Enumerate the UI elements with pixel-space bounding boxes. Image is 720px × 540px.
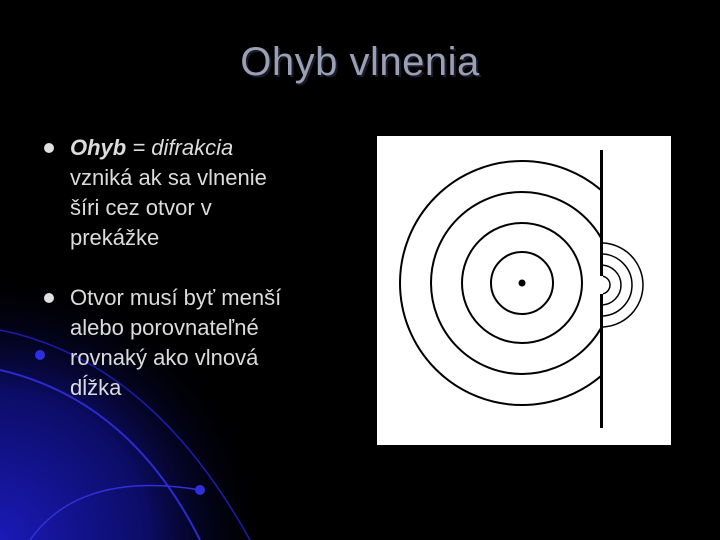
diffracted-ring-1 — [592, 276, 610, 294]
bullet-dot-icon — [44, 143, 54, 153]
bullet-1-line-4: prekážke — [70, 225, 160, 250]
bullet-2-line-3: rovnaký ako vlnová — [70, 345, 259, 370]
bullet-1-term: Ohyb — [70, 135, 127, 160]
bullet-2-line-1: Otvor musí byť menší — [70, 285, 282, 310]
bullet-list — [42, 133, 362, 433]
slide-title: Ohyb vlnenia — [240, 40, 480, 84]
diffraction-diagram — [377, 136, 671, 445]
bullet-item-2 — [42, 283, 362, 403]
bullet-2-line-2: alebo porovnateľné — [70, 315, 259, 340]
bullet-1-line-3: šíri cez otvor v — [70, 195, 212, 220]
bullet-2-line-4: dĺžka — [70, 375, 122, 400]
bullet-1-line-1 — [70, 133, 362, 163]
decor-dot-2 — [195, 485, 205, 495]
diffraction-figure — [377, 136, 671, 445]
bullet-1-definition: = difrakcia — [126, 135, 234, 160]
bullet-1-line-2: vzniká ak sa vlnenie — [70, 165, 267, 190]
bullet-dot-icon — [44, 293, 54, 303]
wave-source-dot — [519, 280, 526, 287]
bullet-item-1 — [42, 133, 362, 253]
